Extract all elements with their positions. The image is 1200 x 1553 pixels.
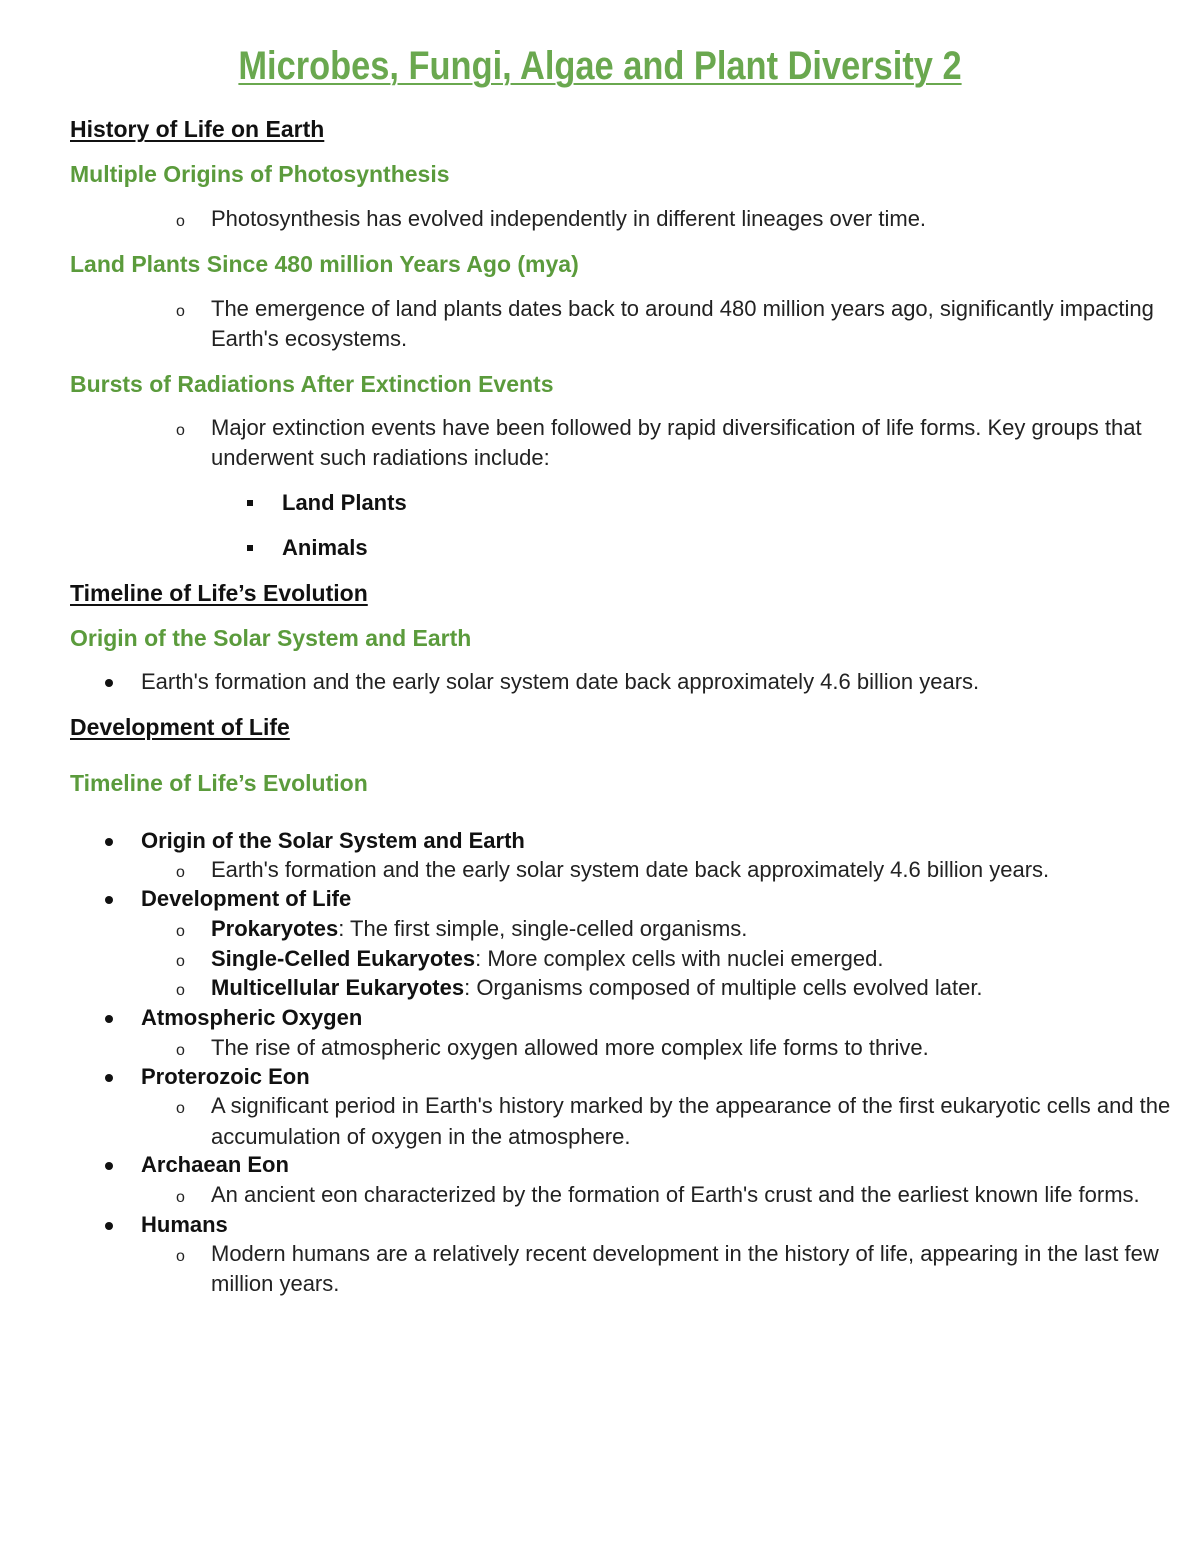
timeline-subitem [211,946,883,972]
section-heading-development: Development of Life [70,714,290,740]
solar-system-text: Earth's formation and the early solar system date back approximately 4.6 billion years. [141,669,980,694]
definition-single-celled: : More complex cells with nuclei emerged. [475,946,884,971]
dot-bullet [105,1222,113,1230]
dot-bullet [105,1074,113,1082]
circle-bullet: o [176,982,185,999]
dot-bullet [105,1015,113,1023]
timeline-item-label: Humans [141,1212,228,1237]
timeline-item-text: An ancient eon characterized by the formation of Earth's crust and the earliest known life forms. [211,1182,1140,1207]
timeline-subitem [211,975,983,1001]
circle-bullet: o [176,1100,185,1117]
subheading-radiations: Bursts of Radiations After Extinction Events [70,371,554,397]
term-multicellular: Multicellular Eukaryotes [211,975,465,1000]
subheading-timeline: Timeline of Life’s Evolution [70,770,368,796]
photosynthesis-text: Photosynthesis has evolved independently in different lineages over time. [211,206,927,231]
timeline-item-label: Origin of the Solar System and Earth [141,828,525,853]
circle-bullet: o [176,1042,185,1059]
radiations-text-line2: underwent such radiations include: [211,445,550,470]
section-heading-history: History of Life on Earth [70,116,325,142]
section-heading-timeline: Timeline of Life’s Evolution [70,580,368,606]
term-single-celled: Single-Celled Eukaryotes [211,946,476,971]
timeline-item-text: The rise of atmospheric oxygen allowed more complex life forms to thrive. [211,1035,929,1060]
timeline-item-text-line2: million years. [211,1271,340,1296]
dot-bullet [105,679,113,687]
timeline-subitem [211,916,747,942]
timeline-item-text-line2: accumulation of oxygen in the atmosphere. [211,1124,631,1149]
circle-bullet: o [176,1189,185,1206]
timeline-item-text-line1: A significant period in Earth's history marked by the appearance of the first eukaryotic cells and the [211,1093,1171,1118]
circle-bullet: o [176,303,185,320]
radiations-text-line1: Major extinction events have been followed by rapid diversification of life forms. Key groups that [211,415,1142,440]
timeline-item-text-line1: Modern humans are a relatively recent development in the history of life, appearing in the last few [211,1241,1159,1266]
definition-prokaryotes: : The first simple, single-celled organisms. [338,916,748,941]
subheading-solar-system: Origin of the Solar System and Earth [70,625,472,651]
timeline-item-text: Earth's formation and the early solar system date back approximately 4.6 billion years. [211,857,1050,882]
subheading-photosynthesis: Multiple Origins of Photosynthesis [70,161,450,187]
circle-bullet: o [176,213,185,230]
document-title: Microbes, Fungi, Algae and Plant Diversity 2 [238,44,962,88]
land-plants-text-line2: Earth's ecosystems. [211,326,408,351]
dot-bullet [105,838,113,846]
timeline-item-label: Proterozoic Eon [141,1064,310,1089]
circle-bullet: o [176,864,185,881]
definition-multicellular: : Organisms composed of multiple cells evolved later. [464,975,983,1000]
subheading-land-plants: Land Plants Since 480 million Years Ago (mya) [70,251,579,277]
circle-bullet: o [176,422,185,439]
group-animals: Animals [282,535,368,560]
circle-bullet: o [176,953,185,970]
land-plants-text-line1: The emergence of land plants dates back to around 480 million years ago, significantly impacting [211,296,1154,321]
term-prokaryotes: Prokaryotes [211,916,339,941]
timeline-item-label: Atmospheric Oxygen [141,1005,363,1030]
dot-bullet [105,1162,113,1170]
square-bullet [247,545,253,551]
circle-bullet: o [176,923,185,940]
timeline-item-label: Development of Life [141,886,352,911]
timeline-item-label: Archaean Eon [141,1152,289,1177]
circle-bullet: o [176,1248,185,1265]
square-bullet [247,500,253,506]
group-land-plants: Land Plants [282,490,407,515]
dot-bullet [105,896,113,904]
